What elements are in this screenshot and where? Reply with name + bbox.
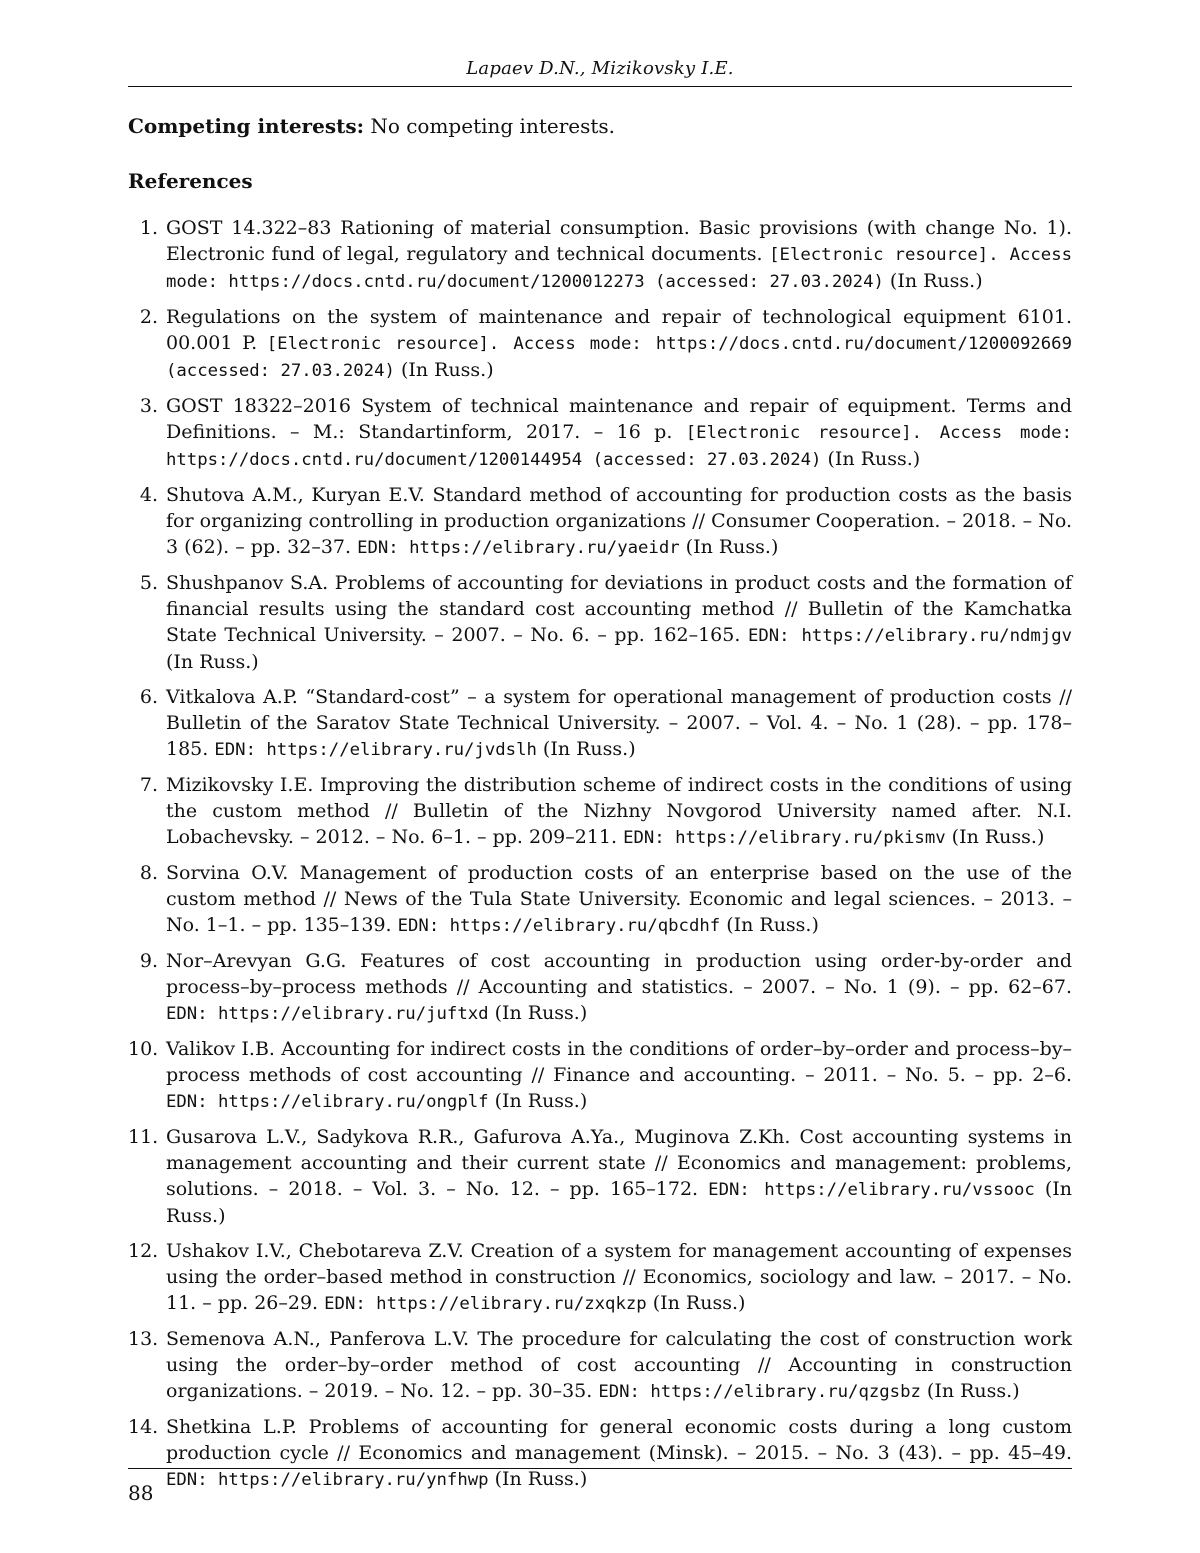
reference-link: EDN: https://elibrary.ru/yaeidr — [357, 538, 680, 558]
reference-text: (In Russ.) — [679, 536, 779, 558]
reference-link: EDN: https://elibrary.ru/zxqkzp — [324, 1294, 647, 1314]
reference-number: 14. — [128, 1416, 159, 1438]
reference-number: 12. — [128, 1240, 159, 1262]
reference-text: Sorvina O.V. Management of production costs of an enterprise based on the use of the custom method // News of the Tula State University. Economic and legal sciences. – 2013. – No. 1–1. – pp. 135–139. — [166, 862, 1072, 936]
reference-number: 9. — [139, 950, 158, 972]
reference-text: (In Russ.) — [920, 1380, 1020, 1402]
reference-item — [128, 1124, 1072, 1229]
reference-number: 6. — [139, 686, 158, 708]
reference-text: (In Russ.) — [646, 1292, 746, 1314]
reference-item — [128, 393, 1072, 473]
reference-text: (In Russ.) — [488, 1090, 588, 1112]
footer-rule — [128, 1468, 1072, 1469]
reference-text: (In Russ.) — [821, 448, 921, 470]
reference-item — [128, 215, 1072, 295]
reference-text: (In Russ.) — [166, 651, 259, 673]
reference-text: Shutova A.M., Kuryan E.V. Standard method of accounting for production costs as the basis for organizing controlling in production organizations // Consumer Cooperation. – 2018. – No. 3 (62). – pp. 32–37. — [166, 484, 1072, 558]
reference-item — [128, 948, 1072, 1027]
reference-link: EDN: https://elibrary.ru/pkismv — [623, 828, 946, 848]
reference-text: GOST 18322–2016 System of technical maintenance and repair of equipment. Terms and Definitions. – M.: Standartinform, 2017. – 16 p. — [166, 395, 1072, 443]
reference-number: 1. — [139, 217, 158, 239]
reference-number: 13. — [128, 1328, 159, 1350]
reference-text: Valikov I.B. Accounting for indirect costs in the conditions of order–by–order and process–by–process methods of cost accounting // Finance and accounting. – 2011. – No. 5. – pp. 2–6. — [166, 1038, 1072, 1086]
reference-number: 5. — [139, 572, 158, 594]
page — [128, 0, 1072, 1553]
reference-item — [128, 1036, 1072, 1115]
running-head: Lapaev D.N., Mizikovsky I.E. — [466, 58, 734, 79]
reference-link: [Electronic resource]. Access mode: https://docs.cntd.ru/document/1200092669 (accessed: 27.03.2024) — [166, 334, 1072, 381]
reference-text: Mizikovsky I.E. Improving the distribution scheme of indirect costs in the conditions of using the custom method // Bulletin of the Nizhny Novgorod University named after. N.I. Lobachevsky. – 2012. – No. 6–1. – pp. 209–211. — [166, 774, 1072, 848]
reference-text: Vitkalova A.P. “Standard-cost” – a system for operational management of production costs // Bulletin of the Saratov State Technical University. – 2007. – Vol. 4. – No. 1 (28). – pp. 178–185. — [166, 686, 1072, 760]
reference-item — [128, 304, 1072, 384]
reference-text: Shushpanov S.A. Problems of accounting for deviations in product costs and the formation of financial results using the standard cost accounting method // Bulletin of the Kamchatka State Technical University. – 2007. – No. 6. – pp. 162–165. — [166, 572, 1072, 646]
reference-item — [128, 684, 1072, 763]
reference-text: (In Russ.) — [166, 1178, 1072, 1227]
reference-number: 4. — [139, 484, 158, 506]
reference-item — [128, 570, 1072, 675]
reference-number: 10. — [128, 1038, 159, 1060]
reference-number: 8. — [139, 862, 158, 884]
reference-link: EDN: https://elibrary.ru/ongplf — [166, 1092, 489, 1112]
reference-link: EDN: https://elibrary.ru/jvdslh — [214, 740, 537, 760]
page-number: 88 — [128, 1481, 154, 1505]
reference-item — [128, 1326, 1072, 1405]
reference-number: 2. — [139, 306, 158, 328]
reference-link: [Electronic resource]. Access mode: https://docs.cntd.ru/document/1200012273 (accessed: 27.03.2024) — [166, 245, 1072, 292]
reference-text: Regulations on the system of maintenance and repair of technological equipment 6101. 00.001 P. — [166, 306, 1072, 354]
reference-item — [128, 482, 1072, 561]
reference-item — [128, 1238, 1072, 1317]
reference-number: 11. — [128, 1126, 159, 1148]
competing-interests — [128, 113, 1072, 139]
reference-text: (In Russ.) — [488, 1002, 588, 1024]
reference-link: EDN: https://elibrary.ru/qzgsbz — [598, 1382, 921, 1402]
references-list — [128, 215, 1072, 1502]
reference-item — [128, 860, 1072, 939]
reference-text: (In Russ.) — [488, 1468, 588, 1490]
reference-link: EDN: https://elibrary.ru/ndmjgv — [747, 626, 1073, 646]
reference-text: Shetkina L.P. Problems of accounting for general economic costs during a long custom production cycle // Economics and management (Minsk). – 2015. – No. 3 (43). – pp. 45–49. — [166, 1416, 1072, 1464]
reference-link: EDN: https://elibrary.ru/vssooc — [708, 1180, 1035, 1200]
reference-text: (In Russ.) — [945, 826, 1045, 848]
reference-text: (In Russ.) — [394, 359, 494, 381]
reference-text: GOST 14.322–83 Rationing of material consumption. Basic provisions (with change No. 1). Electronic fund of legal, regulatory and technical documents. — [166, 217, 1072, 265]
reference-text: Semenova A.N., Panferova L.V. The procedure for calculating the cost of construction work using the order–by–order method of cost accounting // Accounting in construction organizations. – 2019. – No. 12. – pp. 30–35. — [166, 1328, 1072, 1402]
reference-number: 3. — [139, 395, 158, 417]
reference-link: EDN: https://elibrary.ru/qbcdhf — [397, 916, 721, 936]
reference-text: Nor–Arevyan G.G. Features of cost accounting in production using order-by-order and process–by–process methods // Accounting and statistics. – 2007. – No. 1 (9). – pp. 62–67. — [166, 950, 1072, 998]
reference-number: 7. — [139, 774, 158, 796]
reference-text: Ushakov I.V., Chebotareva Z.V. Creation of a system for management accounting of expenses using the order–based method in construction // Economics, sociology and law. – 2017. – No. 11. – pp. 26–29. — [166, 1240, 1072, 1314]
reference-link: [Electronic resource]. Access mode: https://docs.cntd.ru/document/1200144954 (accessed: 27.03.2024) — [166, 423, 1072, 470]
reference-text: Gusarova L.V., Sadykova R.R., Gafurova A.Ya., Muginova Z.Kh. Cost accounting systems in management accounting and their current state // Economics and management: problems, solutions. – 2018. – Vol. 3. – No. 12. – pp. 165–172. — [166, 1126, 1072, 1200]
references-heading: References — [128, 169, 253, 193]
competing-interests-label: Competing interests: — [128, 114, 364, 138]
competing-interests-text: No competing interests. — [363, 114, 616, 138]
reference-link: EDN: https://elibrary.ru/juftxd — [166, 1004, 489, 1024]
reference-text: (In Russ.) — [720, 914, 819, 936]
reference-link: EDN: https://elibrary.ru/ynfhwp — [166, 1470, 489, 1490]
reference-item — [128, 1414, 1072, 1493]
reference-text: (In Russ.) — [883, 270, 983, 292]
header-rule — [128, 86, 1072, 87]
reference-text: (In Russ.) — [536, 738, 636, 760]
reference-item — [128, 772, 1072, 851]
